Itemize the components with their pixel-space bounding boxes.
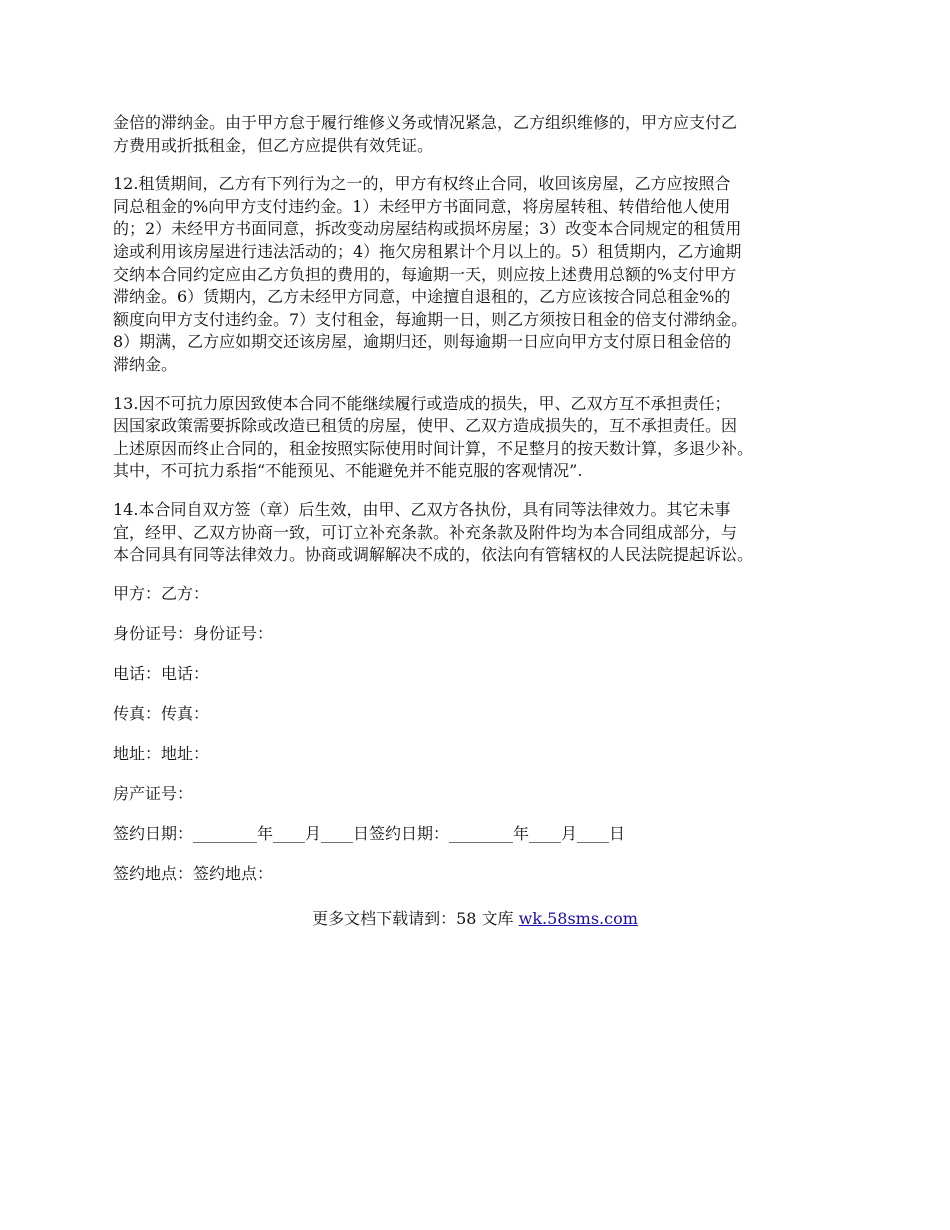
clause-paragraph xyxy=(113,173,855,376)
text-line: 上述原因而终止合同的，租金按照实际使用时间计算，不足整月的按天数计算，多退少补。 xyxy=(113,438,754,458)
signature-fields xyxy=(113,583,855,885)
signature-field: 电话：电话： xyxy=(113,663,210,683)
text-line: 滞纳金。6）赁期内，乙方未经甲方同意，中途擅自退租的，乙方应该按合同总租金%的 xyxy=(113,287,731,307)
signature-field: 身份证号：身份证号： xyxy=(113,623,274,643)
text-line: 14.本合同自双方签（章）后生效，由甲、乙双方各执份，具有同等法律效力。其它未事 xyxy=(113,499,731,519)
signature-field: 甲方：乙方： xyxy=(113,583,210,603)
text-line: 滞纳金。 xyxy=(113,354,178,374)
footer xyxy=(0,908,950,930)
signature-field: 签约地点：签约地点： xyxy=(113,863,274,883)
document-body xyxy=(113,112,855,903)
footer-link[interactable]: wk.58sms.com xyxy=(518,909,638,928)
text-line: 12.租赁期间，乙方有下列行为之一的，甲方有权终止合同，收回该房屋，乙方应按照合 xyxy=(113,174,731,194)
text-line: 宜，经甲、乙双方协商一致，可订立补充条款。补充条款及附件均为本合同组成部分，与 xyxy=(113,522,738,542)
text-line: 其中，不可抗力系指“不能预见、不能避免并不能克服的客观情况”. xyxy=(113,461,583,481)
text-line: 额度向甲方支付违约金。7）支付租金，每逾期一日，则乙方须按日租金的倍支付滞纳金。 xyxy=(113,309,748,329)
text-line: 途或利用该房屋进行违法活动的；4）拖欠房租累计个月以上的。5）租赁期内，乙方逾期 xyxy=(113,241,742,261)
signature-field: 签约日期：________年____月____日签约日期：________年____月____日 xyxy=(113,823,626,843)
signature-field: 房产证号： xyxy=(113,783,194,803)
text-line: 本合同具有同等法律效力。协商或调解解决不成的，依法向有管辖权的人民法院提起诉讼。 xyxy=(113,545,754,565)
text-line: 方费用或折抵租金，但乙方应提供有效凭证。 xyxy=(113,135,434,155)
signature-field: 传真：传真： xyxy=(113,703,210,723)
text-line: 金倍的滞纳金。由于甲方怠于履行维修义务或情况紧急，乙方组织维修的，甲方应支付乙 xyxy=(113,113,738,132)
text-line: 8）期满，乙方应如期交还该房屋，逾期归还，则每逾期一日应向甲方支付原日租金倍的 xyxy=(113,332,732,352)
text-line: 的；2）未经甲方书面同意，拆改变动房屋结构或损坏房屋；3）改变本合同规定的租赁用 xyxy=(113,219,742,239)
text-line: 同总租金的%向甲方支付违约金。1）未经甲方书面同意，将房屋转租、转借给他人使用 xyxy=(113,196,731,216)
text-line: 交纳本合同约定应由乙方负担的费用的，每逾期一天，则应按上述费用总额的%支付甲方 xyxy=(113,264,737,284)
text-line: 13.因不可抗力原因致使本合同不能继续履行或造成的损失，甲、乙双方互不承担责任； xyxy=(113,393,731,413)
clause-paragraph xyxy=(113,112,855,157)
clause-paragraph xyxy=(113,393,855,483)
text-line: 因国家政策需要拆除或改造已租赁的房屋，使甲、乙双方造成损失的，互不承担责任。因 xyxy=(113,416,738,436)
footer-text: 更多文档下载请到：58 文库 xyxy=(312,909,519,928)
contract-clauses xyxy=(113,112,855,567)
clause-paragraph xyxy=(113,499,855,567)
signature-field: 地址：地址： xyxy=(113,743,210,763)
